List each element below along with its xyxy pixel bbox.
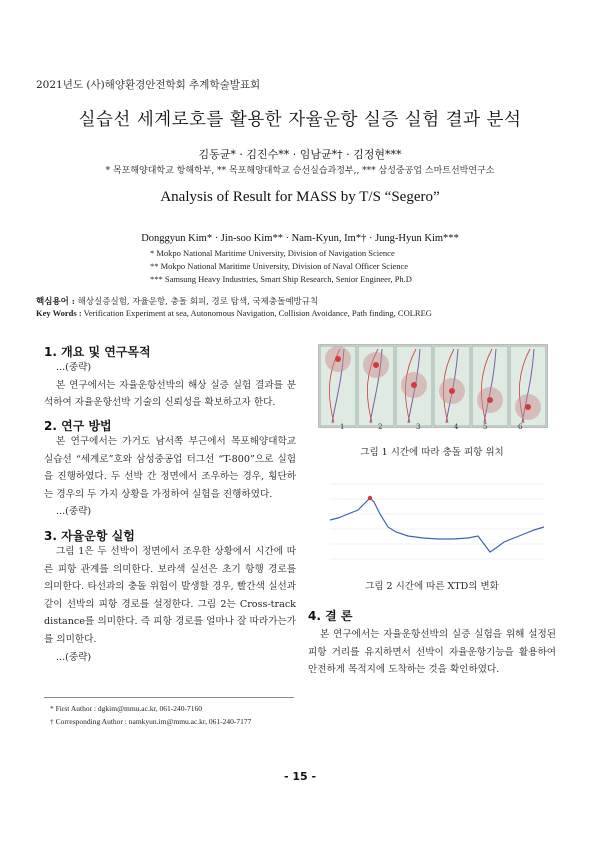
- section-1-line-2: 본 연구에서는 자율운항선박의 해상 실증 실험 결과를 분석하여 자율운항선박 기술의 신뢰성을 확보하고자 한다.: [44, 379, 296, 409]
- section-4-heading: 4. 결 론: [308, 609, 353, 623]
- section-2-heading: 2. 연구 방법: [44, 419, 112, 433]
- section-3-line-1: 그림 1은 두 선박이 정면에서 조우한 상황에서 시간에 따른 피항 관계를 의미한다. 보라색 실선은 초기 항행 경로를 의미한다. 타선과의 충돌 위험이 발생할 경우, 빨간색 실선과 같이 선박의 피항 경로를 설정한다. 그림 2는 Cross-track distance를 의미한다. 즉 피항 경로를 얼마나 잘 따라가는가를 의미한다.: [44, 546, 296, 645]
- figure-1-panel-number-3: 3: [416, 423, 421, 431]
- section-3-line-2: ...(중략): [56, 651, 92, 663]
- ship-marker: [449, 388, 455, 394]
- keywords-korean: [36, 295, 318, 307]
- section-1-heading: 1. 개요 및 연구목적: [44, 345, 151, 359]
- figure-2-graphic: [318, 472, 548, 572]
- figure-1-collision-avoidance-panels: [318, 344, 548, 428]
- section-3-heading: 3. 자율운항 실험: [44, 529, 135, 543]
- xtd-peak-marker: [368, 496, 372, 500]
- paper-title-korean: 실습선 세계로호를 활용한 자율운항 실증 실험 결과 분석: [78, 110, 522, 130]
- affiliation-english-2: ** Mokpo National Maritime University, Division of Naval Officer Science: [150, 261, 409, 271]
- authors-korean: 김동균* · 김진수** · 임남균*† · 김정현***: [198, 148, 402, 161]
- section-3-body: [44, 543, 296, 666]
- section-4-body: [308, 626, 556, 679]
- section-2-body: [44, 433, 296, 521]
- keywords-english-label: Key Words :: [36, 308, 82, 318]
- figure-1-panel: [472, 346, 508, 426]
- keywords-korean-label: 핵심용어 :: [36, 297, 75, 307]
- footnote-corresponding-author: † Corresponding Author : namkyun.im@mmu.ac.kr, 061-240-7177: [50, 717, 252, 726]
- figure-2-xtd-plot: [318, 472, 548, 572]
- figure-1-caption: 그림 1 시간에 따라 충돌 피항 위치: [360, 447, 504, 458]
- figure-1-panel-number-5: 5: [483, 423, 488, 431]
- ship-marker: [487, 397, 493, 403]
- figure-1-panel: [510, 346, 546, 426]
- conference-header: 2021년도 (사)해양환경안전학회 추계학술발표회: [36, 79, 261, 91]
- paper-title-english: Analysis of Result for MASS by T/S “Segero”: [160, 189, 440, 205]
- figure-1-panel: [320, 346, 356, 426]
- figure-1-panel-number-4: 4: [454, 423, 459, 431]
- affiliation-english-3: *** Samsung Heavy Industries, Smart Ship Research, Senior Engineer, Ph.D: [150, 274, 412, 284]
- figure-1-panel: [358, 346, 394, 426]
- footnote-first-author: * First Author : dgkim@mmu.ac.kr, 061-240-7160: [50, 704, 203, 713]
- section-2-line-1: 본 연구에서는 가거도 남서쪽 부근에서 목포해양대학교 실습선 “세계로”호와 삼성중공업 터그선 “T-800”으로 실험을 진행하였다. 두 선박 간 정면에서 조우하는 경우, 횡단하는 경우의 두 가지 상황을 가정하여 실험을 진행하였다.: [44, 436, 296, 500]
- page-number: - 15 -: [283, 770, 317, 783]
- figure-1-graphic: [319, 345, 547, 427]
- figure-1-panel-number-1: 1: [340, 423, 345, 431]
- keywords-korean-text: 해상실증실험, 자율운항, 충돌 회피, 경로 탐색, 국제충돌예방규칙: [77, 297, 319, 307]
- authors-english: Donggyun Kim* · Jin-soo Kim** · Nam-Kyun, Im*† · Jung-Hyun Kim***: [141, 233, 459, 244]
- figure-2-caption: 그림 2 시간에 따른 XTD의 변화: [365, 581, 499, 592]
- figure-1-panel: [434, 346, 470, 426]
- section-1-line-1: ...(중략): [56, 362, 92, 373]
- affiliations-korean: * 목포해양대학교 항해학부, ** 목포해양대학교 승선실습과정부,, *** 삼성중공업 스마트선박연구소: [105, 166, 495, 176]
- section-1-body: [44, 359, 296, 412]
- figure-1-panel-number-2: 2: [378, 423, 383, 431]
- figure-1-panel: [396, 346, 432, 426]
- section-2-line-2: ...(중략): [56, 506, 92, 518]
- ship-marker: [411, 382, 417, 388]
- ship-marker: [525, 404, 531, 410]
- figure-1-panel-number-6: 6: [518, 423, 523, 431]
- ship-marker: [373, 362, 379, 368]
- keywords-english-text: Verification Experiment at sea, Autonomous Navigation, Collision Avoidance, Path finding, COLREG: [83, 308, 432, 318]
- footnote-divider: [44, 697, 294, 698]
- affiliation-english-1: * Mokpo National Maritime University, Division of Navigation Science: [150, 248, 395, 258]
- ship-marker: [335, 356, 341, 362]
- keywords-english: [36, 308, 432, 318]
- section-4-line-1: 본 연구에서는 자율운항선박의 실증 실험을 위해 설정된 피항 거리를 유지하면서 선박이 자율운항기능을 활용하여 안전하게 목적지에 도착하는 것을 확인하였다.: [308, 629, 556, 676]
